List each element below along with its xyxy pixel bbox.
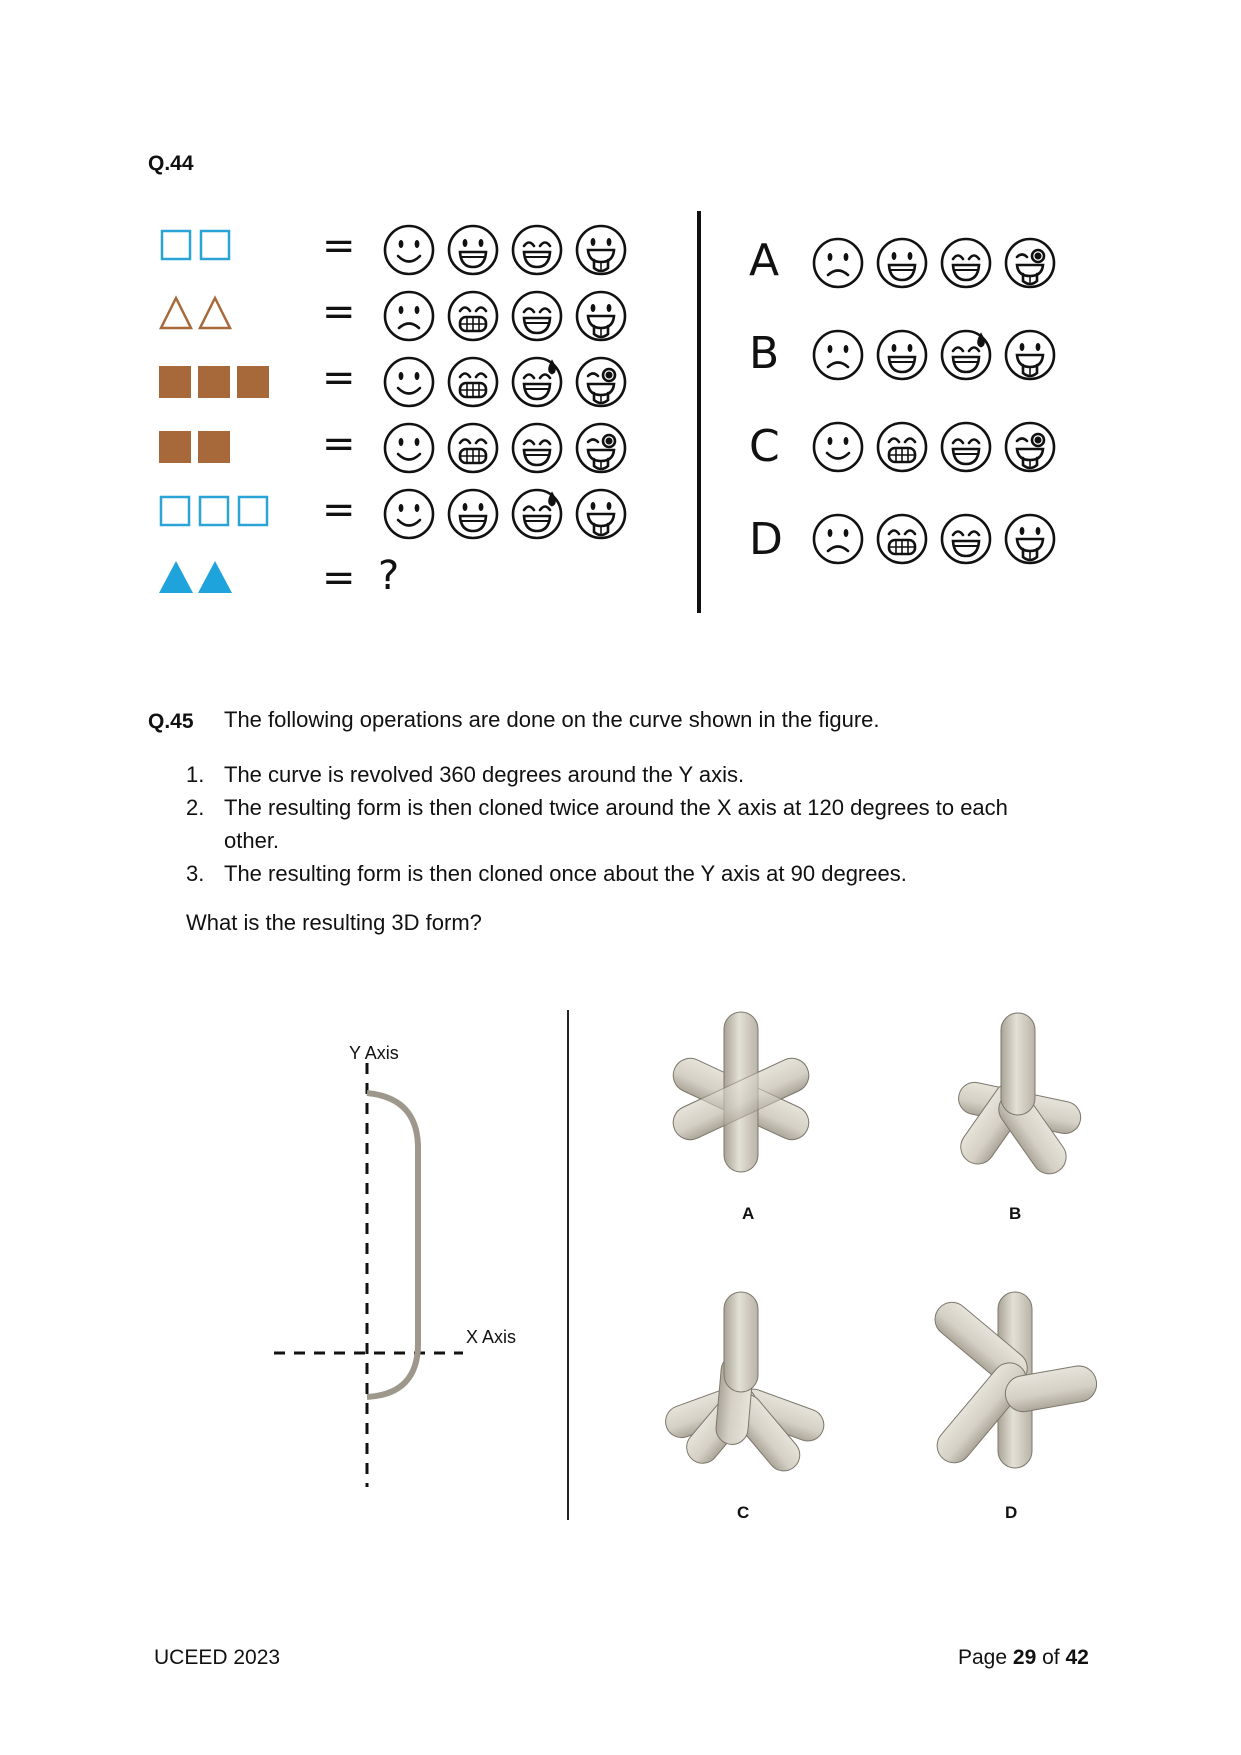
form-option-b[interactable] [954, 1013, 1083, 1180]
equals-sign: = [322, 421, 356, 467]
equals-sign: = [322, 355, 356, 401]
form-option-c[interactable] [661, 1292, 828, 1477]
x-axis-label: X Axis [466, 1327, 517, 1347]
form-option-d-label: D [1005, 1503, 1018, 1522]
form-option-d[interactable] [928, 1292, 1099, 1470]
q44-option-d-letter: D [749, 514, 783, 565]
page-number: 29 [1012, 1646, 1037, 1669]
q44-option-a-letter: A [749, 235, 780, 286]
q44-option-c-letter: C [749, 421, 780, 472]
equals-sign: = [322, 555, 356, 601]
step-item: 1. The curve is revolved 360 degrees around the Y axis. [186, 762, 745, 787]
unknown-answer: ? [378, 553, 400, 599]
equals-sign: = [322, 289, 356, 335]
page-indicator: Page 29 of 42 [958, 1646, 1089, 1669]
y-axis-label: Y Axis [349, 1043, 399, 1063]
step-item: 2. The resulting form is then cloned twice around the X axis at 120 degrees to each [186, 795, 1008, 820]
q44-option-b-letter: B [749, 328, 780, 379]
form-option-a-label: A [742, 1204, 755, 1223]
form-option-a[interactable] [668, 1012, 815, 1172]
step-item: 3. The resulting form is then cloned once about the Y axis at 90 degrees. [186, 861, 907, 886]
q45-number: Q.45 [148, 710, 194, 733]
equals-sign: = [322, 223, 356, 269]
footer-left: UCEED 2023 [154, 1646, 281, 1669]
page-total: 42 [1065, 1646, 1089, 1669]
equals-sign: = [322, 487, 356, 533]
form-option-b-label: B [1009, 1204, 1022, 1223]
q44-number: Q.44 [148, 152, 194, 175]
q45-question: What is the resulting 3D form? [186, 910, 482, 935]
form-option-c-label: C [737, 1503, 750, 1522]
q45-intro: The following operations are done on the curve shown in the figure. [224, 707, 880, 732]
step-item-continued: other. [224, 828, 280, 853]
